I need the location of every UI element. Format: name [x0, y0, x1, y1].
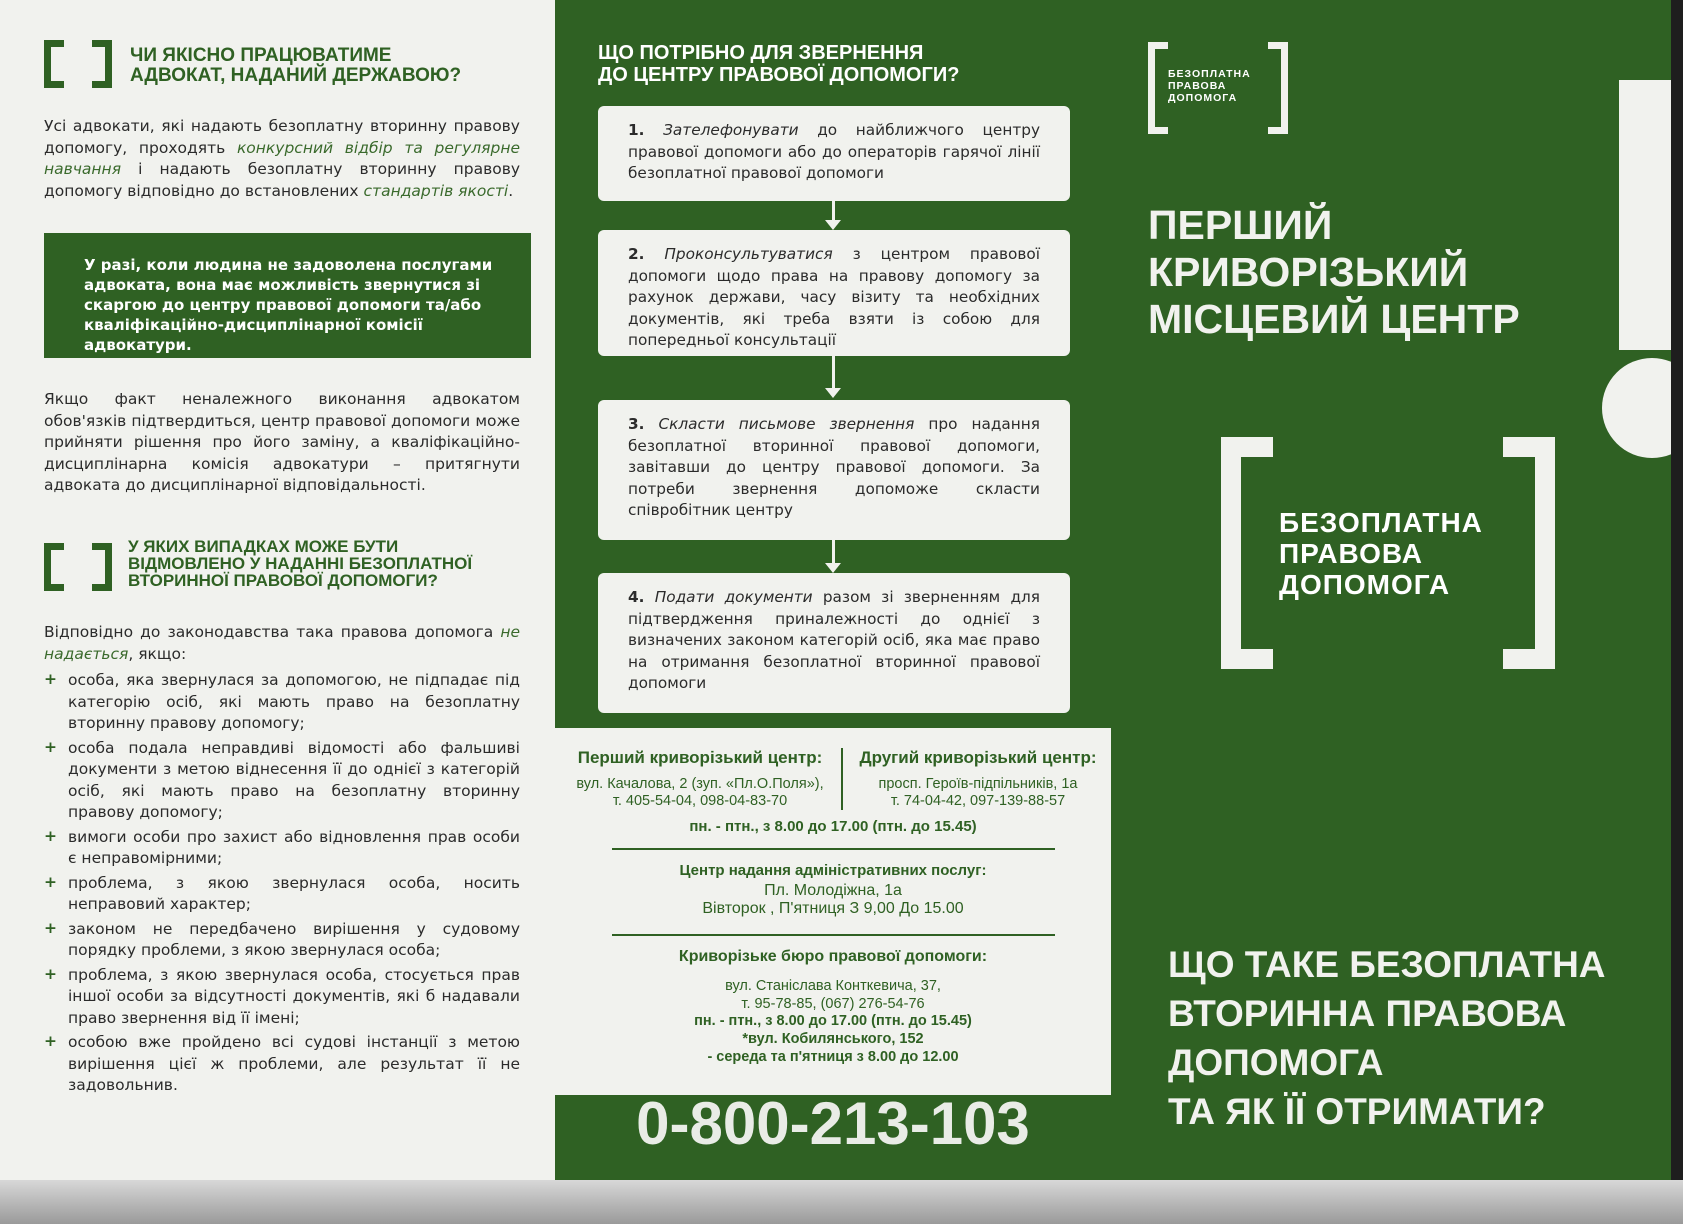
step-3: 3. Скласти письмове звернення про надання безоплатної вторинної правової допомоги, завітавши до центру правової допомоги. За потреби звернення допоможе скласти співробітник центру: [598, 400, 1070, 540]
list-item: + законом не передбачено вирішення у судовому порядку проблеми, з якою звернулася особа;: [44, 919, 520, 962]
list-item: + особа подала неправдиві відомості або фальшиві документи з метою віднесення її до однієї з категорій осіб, які мають право на безоплатну вторинну правову допомогу;: [44, 738, 520, 824]
steps-title: ЩО ПОТРІБНО ДЛЯ ЗВЕРНЕННЯ ДО ЦЕНТРУ ПРАВОВОЇ ДОПОМОГИ?: [598, 42, 960, 86]
bracket-left-icon: [44, 40, 64, 88]
bracket-left-icon: [1148, 42, 1168, 134]
cover-question: ЩО ТАКЕ БЕЗОПЛАТНА ВТОРИННА ПРАВОВА ДОПОМОГА ТА ЯК ЇЇ ОТРИМАТИ?: [1168, 944, 1606, 1132]
bracket-left-icon: [1221, 437, 1273, 669]
arrow-down-icon: [832, 356, 835, 391]
paragraph-replacement: Якщо факт неналежного виконання адвокатом обов'язків підтвердиться, центр правової допомоги може прийняти рішення про його заміну, а кваліфікаційно-дисциплінарна комісія адвокатури – притягнути адвоката до дисциплінарної відповідальності.: [44, 390, 520, 494]
logo-large: БЕЗОПЛАТНА ПРАВОВА ДОПОМОГА: [1221, 437, 1555, 669]
bureau-hours-2: - середа та п'ятниця з 8.00 до 12.00: [707, 1049, 959, 1065]
paragraph-quality: Усі адвокати, які надають безоплатну вторинну правову допомогу, проходять конкурсний відбір та регулярне навчання і надають безоплатну вторинну правову допомогу відповідно до встановлених стандартів якості.: [44, 117, 520, 200]
center1-title: Перший криворізький центр:: [577, 748, 823, 767]
edge-shadow: [1671, 0, 1683, 1180]
admin-address: Пл. Молодіжна, 1а: [764, 882, 902, 899]
section-title-quality: ЧИ ЯКІСНО ПРАЦЮВАТИМЕ АДВОКАТ, НАДАНИЙ ДЕРЖАВОЮ?: [130, 45, 462, 86]
bureau-phone: т. 95-78-85, (067) 276-54-76: [741, 996, 925, 1012]
arrow-down-icon: [832, 540, 835, 566]
bureau-address-2: *вул. Кобилянського, 152: [742, 1031, 924, 1047]
admin-hours: Вівторок , П'ятниця З 9,00 До 15.00: [702, 900, 964, 917]
bureau-hours: пн. - птн., з 8.00 до 17.00 (птн. до 15.45): [694, 1013, 972, 1029]
bureau-title: Криворізьке бюро правової допомоги:: [678, 948, 988, 965]
divider: [612, 934, 1055, 936]
center2-title: Другий криворізький центр:: [859, 748, 1097, 767]
bracket-left-icon: [44, 543, 64, 591]
bracket-right-icon: [1503, 437, 1555, 669]
arrow-down-icon: [832, 201, 835, 223]
list-item: + проблема, з якою звернулася особа, стосується прав іншої особи за відсутності документів, які б надавали право звернення від її імені;: [44, 965, 520, 1030]
center2-address: просп. Героїв-підпільників, 1а: [878, 776, 1078, 792]
complaint-note: У разі, коли людина не задоволена послугами адвоката, вона має можливість звернутися зі скаргою до центру правової допомоги та/або кваліфікаційно-дисциплінарної комісії адвокатури.: [44, 233, 531, 358]
bracket-right-icon: [92, 543, 112, 591]
list-item: + особою вже пройдено всі судові інстанції з метою вирішення цієї ж проблеми, але результат її не задовольнив.: [44, 1032, 520, 1097]
admin-title: Центр надання адміністративних послуг:: [679, 862, 987, 879]
refusal-conditions-list: [44, 670, 520, 1100]
bracket-right-icon: [92, 40, 112, 88]
list-item: + проблема, з якою звернулася особа, носить неправовий характер;: [44, 873, 520, 916]
center-title: ПЕРШИЙ КРИВОРІЗЬКИЙ МІСЦЕВИЙ ЦЕНТР: [1148, 202, 1520, 342]
bureau-address: вул. Станіслава Конткевича, 37,: [725, 978, 941, 994]
hotline-number: 0-800-213-103: [636, 1090, 1030, 1157]
step-4: 4. Подати документи разом зі зверненням для підтвердження приналежності до однієї з визначених законом категорій осіб, яка має право на отримання безоплатної вторинної правової допомоги: [598, 573, 1070, 713]
scan-edge: [0, 1180, 1683, 1224]
step-1: 1. Зателефонувати до найближчого центру правової допомоги або до операторів гарячої лінії безоплатної правової допомоги: [598, 106, 1070, 201]
logo-small: БЕЗОПЛАТНА ПРАВОВА ДОПОМОГА: [1148, 42, 1288, 134]
bracket-right-icon: [1268, 42, 1288, 134]
section-title-refusal: У ЯКИХ ВИПАДКАХ МОЖЕ БУТИ ВІДМОВЛЕНО У НАДАННІ БЕЗОПЛАТНОЇ ВТОРИННОЇ ПРАВОВОЇ ДОПОМОГИ?: [128, 537, 473, 590]
center1-address: вул. Качалова, 2 (зуп. «Пл.О.Поля»),: [576, 776, 824, 792]
paragraph-refusal-intro: Відповідно до законодавства така правова допомога не надається, якщо:: [44, 623, 520, 663]
center1-phone: т. 405-54-04, 098-04-83-70: [612, 793, 788, 809]
center2-phone: т. 74-04-42, 097-139-88-57: [890, 793, 1066, 809]
centers-hours: пн. - птн., з 8.00 до 17.00 (птн. до 15.45): [689, 818, 977, 835]
list-item: + особа, яка звернулася за допомогою, не підпадає під категорію осіб, які мають право на безоплатну вторинну правову допомогу;: [44, 670, 520, 735]
list-item: + вимоги особи про захист або відновлення прав особи є неправомірними;: [44, 827, 520, 870]
column-divider: [841, 748, 843, 810]
step-2: 2. Проконсультуватися з центром правової допомоги щодо права на правову допомогу за рахунок держави, часу візиту та необхідних документів, які треба взяти із собою для попередньої консультації: [598, 230, 1070, 356]
divider: [612, 848, 1055, 850]
